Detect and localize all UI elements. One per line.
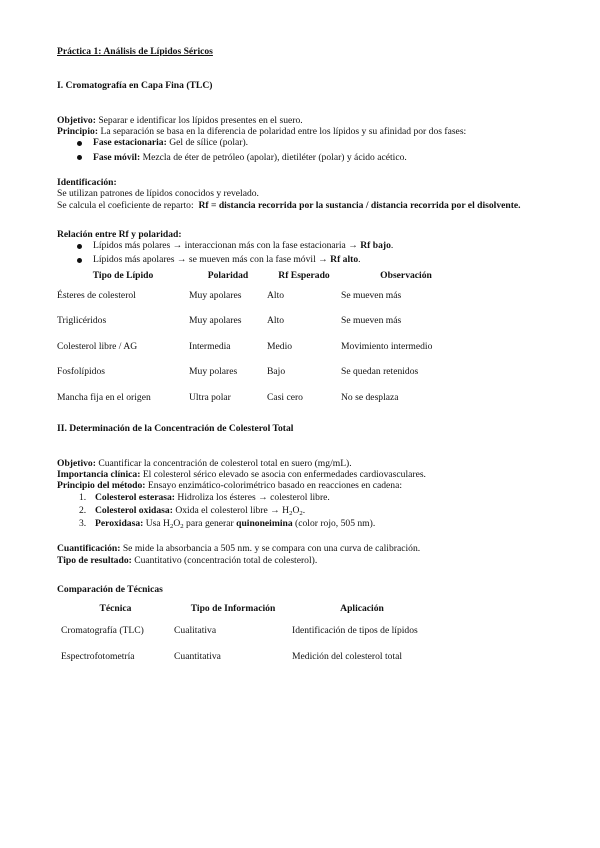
subscript: 2 <box>289 509 293 517</box>
table-row <box>57 315 471 341</box>
table-cell: Muy polares <box>189 366 238 378</box>
subscript: 2 <box>180 523 184 531</box>
relacion-text: Lípidos más apolares → se mueven más con la fase móvil → <box>93 254 328 266</box>
document-title: Práctica 1: Análisis de Lípidos Séricos <box>57 46 213 57</box>
identificacion-heading: Identificación: <box>57 176 117 188</box>
list-item <box>77 254 548 265</box>
step-text: para generar <box>183 518 237 530</box>
table-cell: Cualitativa <box>174 625 217 637</box>
subscript: 2 <box>299 509 303 517</box>
s2-objetivo-text: Cuantificar la concentración de colesterol total en suero (mg/mL). <box>98 457 352 469</box>
table-cell: Ésteres de colesterol <box>57 289 136 301</box>
step-text: O <box>173 518 181 530</box>
table-cell: Se quedan retenidos <box>341 366 419 378</box>
table-cell: Fosfolípidos <box>57 366 105 378</box>
s1-principio-text: La separación se basa en la diferencia de polaridad entre los lípidos y su afinidad por dos fases: <box>100 125 467 137</box>
s2-principio <box>57 480 548 491</box>
step-end: . <box>302 504 306 516</box>
s1-principio <box>57 126 548 137</box>
table-row <box>57 625 432 651</box>
table-cell: Espectrofotometría <box>61 651 135 663</box>
table-header-cell: Aplicación <box>340 603 384 615</box>
table-cell: Muy apolares <box>189 289 242 301</box>
table-header-cell: Tipo de Lípido <box>92 269 154 281</box>
s2-objetivo <box>57 458 548 469</box>
table-cell: Alto <box>267 315 285 327</box>
table-header-cell: Polaridad <box>207 269 249 281</box>
table-header-row <box>57 270 471 290</box>
table-cell: Muy apolares <box>189 315 242 327</box>
fase-label: Fase móvil: <box>93 151 141 163</box>
table-header-cell: Técnica <box>99 603 132 615</box>
table-row <box>57 392 471 418</box>
fase-text: Mezcla de éter de petróleo (apolar), dietiléter (polar) y ácido acético. <box>142 151 407 163</box>
table-row <box>57 366 471 392</box>
table-header-cell: Observación <box>380 269 432 281</box>
table-cell: Triglicéridos <box>57 315 107 327</box>
table-cell: Se mueven más <box>341 289 402 301</box>
step-label: Colesterol oxidasa: <box>95 504 173 516</box>
identificacion-line2 <box>57 200 548 211</box>
table-cell: No se desplaza <box>341 391 399 403</box>
relacion-heading: Relación entre Rf y polaridad: <box>57 228 182 240</box>
list-item <box>77 240 548 251</box>
relacion-bold: Rf alto <box>330 254 359 266</box>
table-row <box>57 651 432 677</box>
table-cell: Se mueven más <box>341 315 402 327</box>
subscript: 2 <box>169 523 174 531</box>
relacion-bold: Rf bajo <box>360 240 391 252</box>
tipo-label: Tipo de resultado: <box>57 554 132 566</box>
section2-heading: II. Determinación de la Concentración de Colesterol Total <box>57 423 294 435</box>
s1-principio-label: Principio: <box>57 125 99 137</box>
relacion-end: . <box>390 240 394 252</box>
s2-importancia <box>57 469 548 480</box>
step-text: Oxida el colesterol libre → H <box>175 504 290 516</box>
identificacion-line1: Se utilizan patrones de lípidos conocidos y revelado. <box>57 188 259 200</box>
table-cell: Ultra polar <box>189 391 231 403</box>
table-cell: Intermedia <box>189 340 231 352</box>
fase-label: Fase estacionaria: <box>93 137 167 149</box>
s2-principio-label: Principio del método: <box>57 480 146 492</box>
steps-list <box>57 492 548 530</box>
step-end: (color rojo, 505 nm). <box>292 518 376 530</box>
table-cell: Medición del colesterol total <box>292 651 403 663</box>
table-cell: Movimiento intermedio <box>341 340 433 352</box>
s1-objetivo-text: Separar e identificar los lípidos presentes en el suero. <box>98 114 303 126</box>
step-label: Peroxidasa: <box>95 518 144 530</box>
cuantificacion-label: Cuantificación: <box>57 543 121 555</box>
step-text: O <box>292 504 300 516</box>
list-item <box>79 518 548 529</box>
relacion-text: Lípidos más polares → interaccionan más con la fase estacionaria → <box>93 240 358 252</box>
s1-objetivo-label: Objetivo: <box>57 114 96 126</box>
table-cell: Medio <box>267 340 293 352</box>
list-item <box>79 492 548 503</box>
step-text: Usa H <box>145 518 170 530</box>
cuantificacion <box>57 543 548 554</box>
table-row <box>57 290 471 316</box>
table-header-cell: Rf Esperado <box>278 269 330 281</box>
table-header-row <box>57 603 432 625</box>
list-item <box>77 152 548 163</box>
s2-objetivo-label: Objetivo: <box>57 457 96 469</box>
fase-text: Gel de sílice (polar). <box>169 137 249 149</box>
step-number: 2. <box>79 504 87 516</box>
step-number: 3. <box>79 518 87 530</box>
list-item <box>77 137 548 148</box>
step-label: Colesterol esterasa: <box>95 491 176 503</box>
s2-importancia-text: El colesterol sérico elevado se asocia con enfermedades cardiovasculares. <box>142 468 426 480</box>
tipo-text: Cuantitativo (concentración total de colesterol). <box>134 554 318 566</box>
relacion-list <box>57 240 548 266</box>
table-cell: Mancha fija en el origen <box>57 391 151 403</box>
fases-list <box>57 137 548 163</box>
s2-importancia-label: Importancia clínica: <box>57 468 141 480</box>
table-cell: Cromatografía (TLC) <box>61 625 144 637</box>
quinoneimina: quinoneimina <box>236 518 293 530</box>
identificacion-prefix: Se calcula el coeficiente de reparto: <box>57 199 194 211</box>
cuantificacion-text: Se mide la absorbancia a 505 nm. y se compara con una curva de calibración. <box>122 543 421 555</box>
table-header-cell: Tipo de Información <box>190 603 276 615</box>
lipid-table <box>57 270 471 418</box>
table-row <box>57 341 471 367</box>
list-item <box>79 505 548 516</box>
rf-formula: Rf = distancia recorrida por la sustancia / distancia recorrida por el disolvente. <box>198 199 521 211</box>
table-cell: Identificación de tipos de lípidos <box>292 625 418 637</box>
s1-objetivo <box>57 115 548 126</box>
table-cell: Bajo <box>267 366 286 378</box>
relacion-end: . <box>358 254 361 266</box>
tipo-resultado <box>57 555 548 566</box>
techniques-table <box>57 603 432 677</box>
table-cell: Colesterol libre / AG <box>57 340 138 352</box>
s2-principio-text: Ensayo enzimático-colorimétrico basado en reacciones en cadena: <box>147 480 402 492</box>
step-number: 1. <box>79 491 87 503</box>
comparacion-heading: Comparación de Técnicas <box>57 584 163 596</box>
table-cell: Cuantitativa <box>174 651 221 663</box>
section1-heading: I. Cromatografía en Capa Fina (TLC) <box>57 80 213 92</box>
table-cell: Alto <box>267 289 285 301</box>
step-text: Hidroliza los ésteres → colesterol libre. <box>177 491 330 503</box>
table-cell: Casi cero <box>267 391 303 403</box>
